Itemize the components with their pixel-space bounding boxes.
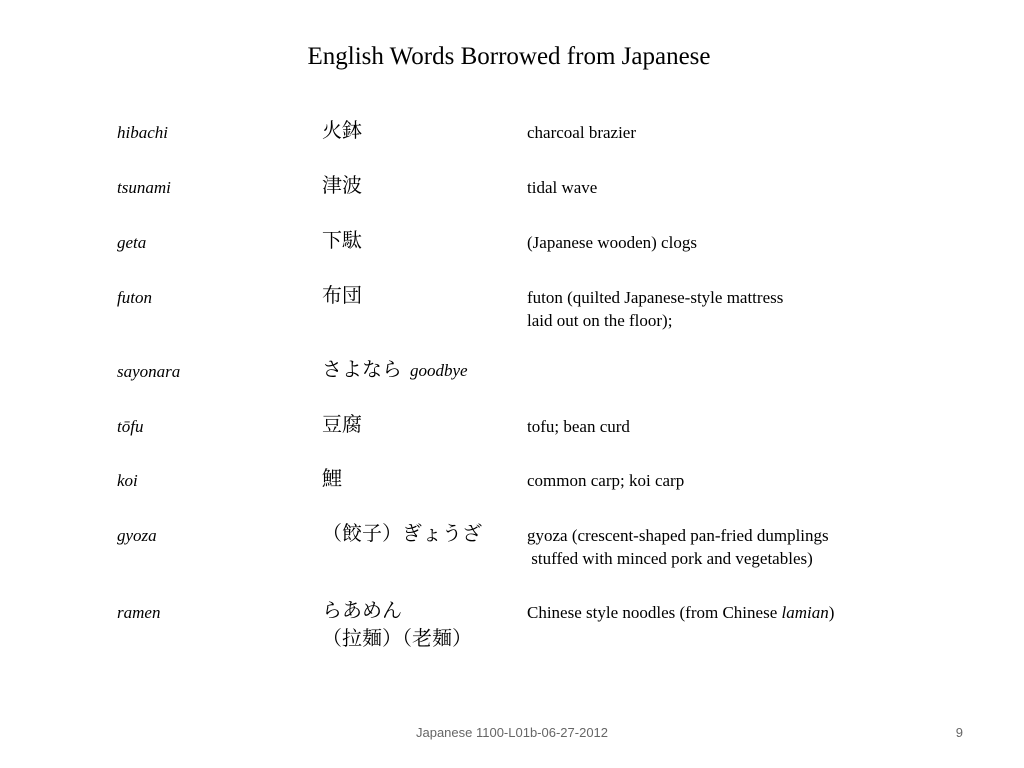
page-number: 9 (955, 725, 963, 740)
japanese-term: 火鉢 (322, 118, 362, 142)
vocab-row-gyoza (0, 523, 1024, 573)
english-word: futon (117, 288, 152, 307)
english-word: koi (117, 471, 138, 490)
english-word: ramen (117, 603, 161, 622)
vocab-row-tofu (0, 414, 1024, 464)
japanese-term (322, 596, 472, 652)
meaning-line: gyoza (crescent-shaped pan-fried dumplings (527, 526, 829, 545)
meaning-suffix: ) (828, 603, 835, 622)
japanese-term: 津波 (322, 173, 362, 197)
meaning-line: (Japanese wooden) clogs (527, 233, 697, 252)
meaning-italic-term: lamian (781, 603, 829, 622)
english-word: sayonara (117, 362, 181, 381)
japanese-term: 下駄 (322, 228, 362, 252)
meaning (527, 415, 630, 438)
meaning (527, 176, 597, 199)
inline-meaning: goodbye (410, 361, 468, 380)
vocab-row-sayonara (0, 359, 1024, 409)
japanese-term: （餃子）ぎょうざ (322, 521, 482, 545)
meaning-line: common carp; koi carp (527, 471, 685, 490)
meaning (527, 231, 697, 254)
japanese-term (322, 355, 468, 385)
english-word: geta (117, 233, 147, 252)
vocab-row-hibachi (0, 120, 1024, 170)
japanese-kana: さよなら (322, 357, 402, 381)
meaning-line: charcoal brazier (527, 123, 636, 142)
meaning-line: futon (quilted Japanese-style mattress (527, 288, 784, 307)
japanese-term: 布団 (322, 283, 362, 307)
english-word: tsunami (117, 178, 171, 197)
meaning (527, 469, 684, 492)
meaning-line: stuffed with minced pork and vegetables) (527, 549, 813, 568)
vocab-row-koi (0, 468, 1024, 518)
meaning (527, 601, 834, 624)
english-word: tōfu (117, 417, 144, 436)
meaning-line: tidal wave (527, 178, 598, 197)
japanese-term: 鯉 (322, 466, 342, 490)
footer-text: Japanese 1100-L01b-06-27-2012 (415, 725, 609, 740)
vocab-row-ramen (0, 600, 1024, 660)
meaning-line: laid out on the floor); (527, 311, 673, 330)
vocab-row-geta (0, 230, 1024, 280)
vocab-row-tsunami (0, 175, 1024, 225)
slide-title: English Words Borrowed from Japanese (307, 43, 711, 70)
meaning-line: tofu; bean curd (527, 417, 630, 436)
japanese-line: （拉麺）（老麺） (322, 626, 472, 650)
english-word: hibachi (117, 123, 168, 142)
meaning (527, 286, 783, 332)
meaning (527, 524, 829, 570)
japanese-term: 豆腐 (322, 412, 362, 436)
vocab-row-futon (0, 285, 1024, 335)
meaning-prefix: Chinese style noodles (from Chinese (527, 603, 782, 622)
japanese-line: らあめん (322, 598, 402, 622)
english-word: gyoza (117, 526, 157, 545)
meaning (527, 121, 636, 144)
